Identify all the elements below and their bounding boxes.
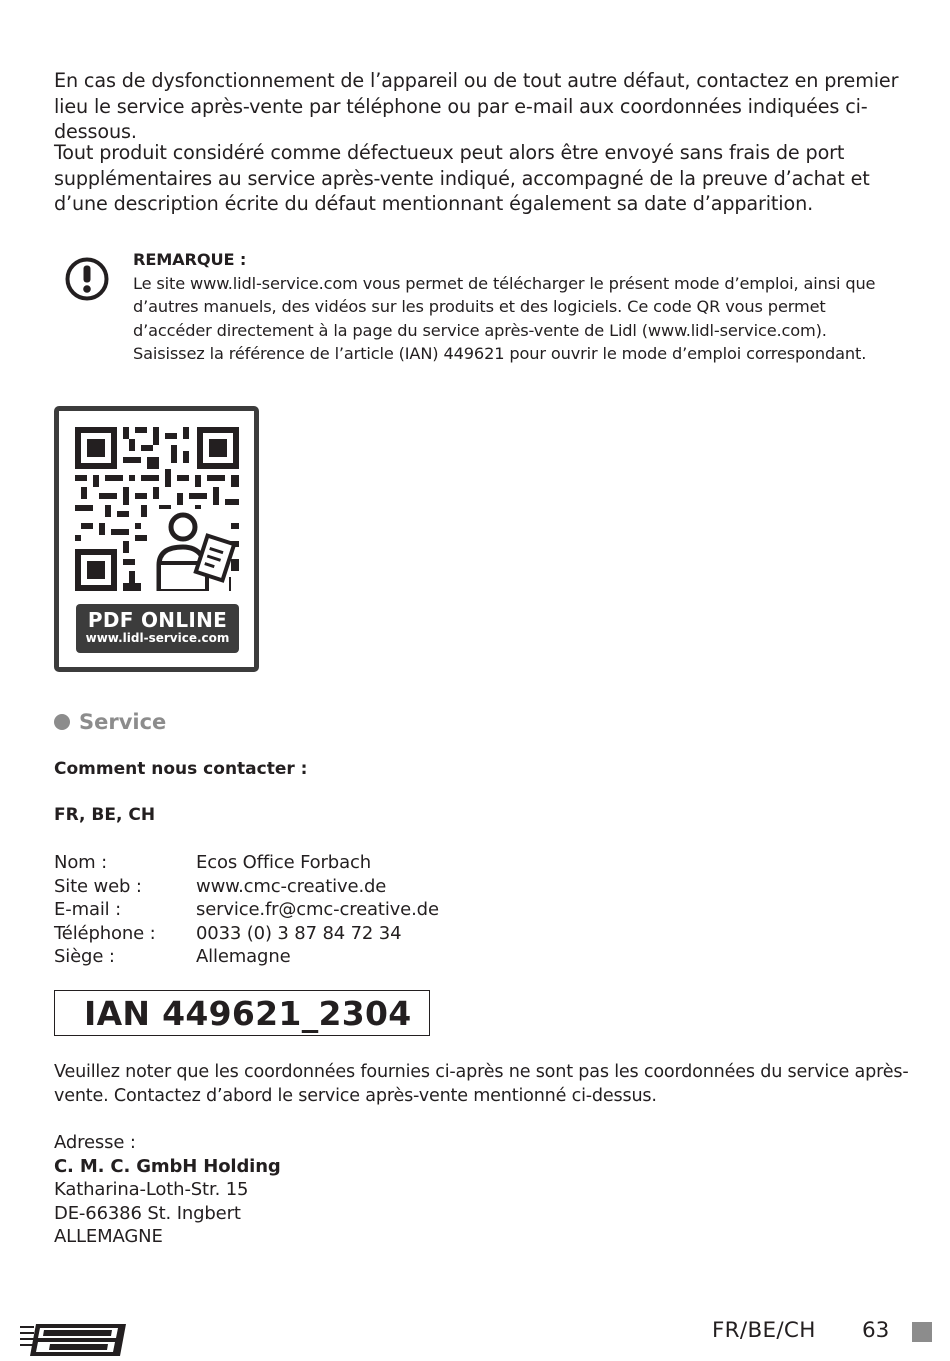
notice-title: REMARQUE : [133,250,247,269]
contact-row-website [54,875,439,899]
contact-row-seat [54,945,439,969]
contact-table [54,851,439,969]
pdf-online-url[interactable]: www.lidl-service.com [85,631,230,645]
contact-phone-value: 0033 (0) 3 87 84 72 34 [196,922,402,944]
footer-locale: FR/BE/CH [712,1318,816,1343]
service-section-heading [54,708,166,736]
exclamation-circle-icon [64,256,110,302]
intro-paragraph-2: Tout produit considéré comme défectueux peut alors être envoyé sans frais de port supplémentaires au service après-vente indiqué, accompagné de la preuve d’achat et d’une description écrite du défaut mentionnant également sa date d’apparition. [54,141,870,215]
contact-label: Siège : [54,946,115,967]
contact-value: Allemagne [196,946,291,967]
contact-email-link[interactable]: service.fr@cmc-creative.de [196,899,439,920]
address-note: Veuillez noter que les coordonnées fournies ci-après ne sont pas les coordonnées du service après-vente. Contactez d’abord le service après-vente mentionné ci-dessus. [54,1062,909,1106]
contact-label: E-mail : [54,899,122,920]
address-street: Katharina-Loth-Str. 15 [54,1179,249,1200]
page-number: 63 [862,1318,890,1343]
page-marker-square [912,1322,932,1342]
intro-paragraph-1: En cas de dysfonctionnement de l’appareil ou de tout autre défaut, contactez en premier lieu le service après-vente par téléphone ou par e-mail aux coordonnées indiquées ci-dessous. [54,69,899,143]
notice-body [133,248,903,366]
contact-website-link[interactable]: www.cmc-creative.de [196,875,387,897]
contact-row-phone [54,922,439,946]
service-title: Service [79,710,167,734]
contact-value: Ecos Office Forbach [196,852,371,873]
ian-number: IAN 449621_2304 [84,994,412,1033]
address-city: DE-66386 St. Ingbert [54,1202,241,1224]
bullet-dot-icon [54,714,70,730]
qr-card[interactable] [54,406,259,672]
qr-code-with-reader-icon [75,427,239,591]
ultimate-speed-logo [20,1322,126,1358]
contact-row-email [54,898,439,922]
contact-label: Téléphone : [54,922,156,944]
contact-label: Nom : [54,852,108,873]
pdf-online-label: PDF ONLINE [87,608,228,632]
address-country: ALLEMAGNE [54,1226,163,1247]
ian-box [54,990,430,1036]
address-company: C. M. C. GmbH Holding [54,1155,281,1177]
contact-heading: Comment nous contacter : [54,759,308,779]
pdf-online-badge[interactable] [76,604,239,653]
region-heading: FR, BE, CH [54,805,156,825]
address-block [54,1131,281,1249]
contact-label: Site web : [54,875,142,897]
address-label: Adresse : [54,1132,136,1153]
contact-row-name [54,851,439,875]
notice-text: Le site www.lidl-service.com vous permet de télécharger le présent mode d’emploi, ainsi que d’autres manuels, des vidéos sur les produits et des logiciels. Ce code QR vous permet d’accéder directement à la page du service après-vente de Lidl (www.lidl-service.com). Saisissez la référence de l’article (IAN) 449621 pour ouvrir le mode d’emploi correspondant. [133,273,876,363]
